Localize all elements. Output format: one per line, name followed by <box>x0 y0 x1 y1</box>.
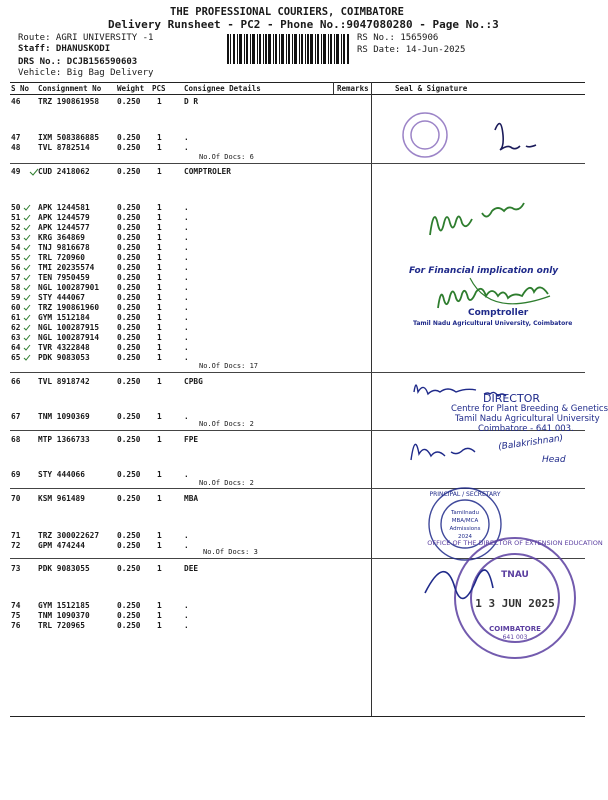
route: Route: AGRI UNIVERSITY -1 <box>18 33 154 43</box>
row-consignment: NGL 100287915 <box>38 323 100 332</box>
row-consignment: APK 1244577 <box>38 223 90 232</box>
row-weight: 0.250 <box>117 494 141 503</box>
row-weight: 0.250 <box>117 133 141 142</box>
row-consignment: TRZ 300022627 <box>38 531 100 540</box>
row-pcs: 1 <box>157 611 162 620</box>
row-sno: 49 <box>11 167 21 176</box>
check-mark-icon <box>24 345 30 350</box>
row-pcs: 1 <box>157 243 162 252</box>
row-sno: 55 <box>11 253 21 262</box>
row-weight: 0.250 <box>117 293 141 302</box>
row-details: . <box>184 203 189 212</box>
row-weight: 0.250 <box>117 243 141 252</box>
dee-city: COIMBATORE <box>489 625 541 633</box>
row-pcs: 1 <box>157 273 162 282</box>
rs-date: RS Date: 14-Jun-2025 <box>357 45 466 55</box>
signature-comptroller-top <box>425 195 575 245</box>
row-consignment: STY 444067 <box>38 293 85 302</box>
dee-date: 1 3 JUN 2025 <box>475 597 555 610</box>
row-pcs: 1 <box>157 435 162 444</box>
check-mark-icon <box>24 245 30 250</box>
row-pcs: 1 <box>157 541 162 550</box>
row-consignment: TVL 8782514 <box>38 143 90 152</box>
row-sno: 76 <box>11 621 21 630</box>
row-weight: 0.250 <box>117 412 141 421</box>
row-details: . <box>184 133 189 142</box>
row-consignment: NGL 100287901 <box>38 283 100 292</box>
col-consignment: Consignment No <box>38 84 102 93</box>
runsheet-title: Delivery Runsheet - PC2 - Phone No.:9047080280 - Page No.:3 <box>108 18 499 31</box>
staff: Staff: DHANUSKODI <box>18 44 111 54</box>
doc-count: No.Of Docs: 2 <box>199 420 254 428</box>
doc-count: No.Of Docs: 17 <box>199 362 259 370</box>
doc-count: No.Of Docs: 6 <box>199 153 254 161</box>
comptroller-stamp: Comptroller <box>468 308 529 318</box>
row-details: . <box>184 313 189 322</box>
row-details: . <box>184 293 189 302</box>
row-weight: 0.250 <box>117 213 141 222</box>
row-weight: 0.250 <box>117 601 141 610</box>
row-sno: 75 <box>11 611 21 620</box>
row-sno: 68 <box>11 435 21 444</box>
row-details: . <box>184 601 189 610</box>
row-weight: 0.250 <box>117 353 141 362</box>
row-consignment: GYM 1512184 <box>38 313 90 322</box>
row-pcs: 1 <box>157 343 162 352</box>
check-mark-icon <box>24 355 30 360</box>
row-weight: 0.250 <box>117 303 141 312</box>
dee-ring-text: OFFICE OF THE DIRECTOR OF EXTENSION EDUCATION <box>427 539 603 547</box>
row-consignment: TEN 7950459 <box>38 273 90 282</box>
row-pcs: 1 <box>157 323 162 332</box>
row-weight: 0.250 <box>117 233 141 242</box>
row-consignment: TNM 1090370 <box>38 611 90 620</box>
row-weight: 0.250 <box>117 97 141 106</box>
row-details: . <box>184 621 189 630</box>
row-details: . <box>184 470 189 479</box>
col-weight: Weight <box>117 84 145 93</box>
row-pcs: 1 <box>157 601 162 610</box>
row-weight: 0.250 <box>117 203 141 212</box>
row-details: . <box>184 273 189 282</box>
row-consignment: TRL 720965 <box>38 621 85 630</box>
row-weight: 0.250 <box>117 313 141 322</box>
check-mark-icon <box>24 225 30 230</box>
row-consignment: MTP 1366733 <box>38 435 90 444</box>
row-pcs: 1 <box>157 143 162 152</box>
row-sno: 70 <box>11 494 21 503</box>
row-sno: 53 <box>11 233 21 242</box>
row-pcs: 1 <box>157 97 162 106</box>
row-details: . <box>184 303 189 312</box>
check-mark-icon <box>30 169 38 175</box>
row-sno: 61 <box>11 313 21 322</box>
check-mark-icon <box>24 285 30 290</box>
check-mark-icon <box>24 325 30 330</box>
row-details: . <box>184 233 189 242</box>
row-weight: 0.250 <box>117 541 141 550</box>
row-weight: 0.250 <box>117 531 141 540</box>
row-sno: 66 <box>11 377 21 386</box>
row-consignment: TVL 8918742 <box>38 377 90 386</box>
row-consignment: PDK 9083053 <box>38 353 90 362</box>
director-title: DIRECTOR <box>483 392 541 405</box>
col-seal: Seal & Signature <box>395 84 468 93</box>
row-consignment: CUD 2418062 <box>38 167 90 176</box>
row-pcs: 1 <box>157 293 162 302</box>
row-consignment: TRZ 190861958 <box>38 97 100 106</box>
row-details: FPE <box>184 435 199 444</box>
dee-pin: 641 003 <box>502 634 528 641</box>
mba-inner-3: Admissions <box>449 526 481 532</box>
row-pcs: 1 <box>157 494 162 503</box>
row-consignment: APK 1244579 <box>38 213 90 222</box>
rs-number: RS No.: 1565906 <box>357 33 439 43</box>
dee-round-stamp <box>425 533 603 663</box>
row-sno: 72 <box>11 541 21 550</box>
row-pcs: 1 <box>157 377 162 386</box>
row-pcs: 1 <box>157 167 162 176</box>
row-details: . <box>184 243 189 252</box>
row-sno: 52 <box>11 223 21 232</box>
row-weight: 0.250 <box>117 333 141 342</box>
drs-value: DCJB156590603 <box>66 57 138 67</box>
row-details: . <box>184 263 189 272</box>
row-details: . <box>184 531 189 540</box>
row-details: . <box>184 223 189 232</box>
row-sno: 50 <box>11 203 21 212</box>
barcode <box>227 34 349 64</box>
row-weight: 0.250 <box>117 621 141 630</box>
row-pcs: 1 <box>157 564 162 573</box>
row-consignment: PDK 9083055 <box>38 564 90 573</box>
row-weight: 0.250 <box>117 273 141 282</box>
row-consignment: KRG 364869 <box>38 233 85 242</box>
purple-round-stamp <box>403 113 447 157</box>
check-mark-icon <box>24 265 30 270</box>
row-pcs: 1 <box>157 621 162 630</box>
row-sno: 48 <box>11 143 21 152</box>
col-consignee: Consignee Details <box>184 84 261 93</box>
row-weight: 0.250 <box>117 611 141 620</box>
check-mark-icon <box>24 275 30 280</box>
dee-tnau: TNAU <box>501 570 529 580</box>
row-details: . <box>184 213 189 222</box>
row-pcs: 1 <box>157 253 162 262</box>
row-details: . <box>184 323 189 332</box>
row-details: . <box>184 343 189 352</box>
doc-count: No.Of Docs: 2 <box>199 479 254 487</box>
row-sno: 58 <box>11 283 21 292</box>
row-details: . <box>184 541 189 550</box>
check-mark-icon <box>24 215 30 220</box>
row-details: COMPTROLER <box>184 167 231 176</box>
row-details: . <box>184 611 189 620</box>
fpe-note: (Balakrishnan) <box>497 433 564 453</box>
row-weight: 0.250 <box>117 470 141 479</box>
row-consignment: TRZ 190861960 <box>38 303 100 312</box>
row-consignment: TNJ 9816678 <box>38 243 90 252</box>
row-weight: 0.250 <box>117 343 141 352</box>
row-sno: 67 <box>11 412 21 421</box>
row-sno: 73 <box>11 564 21 573</box>
vehicle: Vehicle: Big Bag Delivery <box>18 68 154 78</box>
row-pcs: 1 <box>157 470 162 479</box>
row-consignment: TVR 4322848 <box>38 343 90 352</box>
row-weight: 0.250 <box>117 435 141 444</box>
check-mark-icon <box>24 205 30 210</box>
col-sno: S No <box>11 84 30 93</box>
mba-inner-2: MBA/MCA <box>451 518 479 524</box>
row-details: . <box>184 353 189 362</box>
col-remarks: Remarks <box>337 84 369 93</box>
row-pcs: 1 <box>157 283 162 292</box>
row-details: MBA <box>184 494 199 503</box>
row-sno: 56 <box>11 263 21 272</box>
row-consignment: GPM 474244 <box>38 541 85 550</box>
check-mark-icon <box>24 295 30 300</box>
row-weight: 0.250 <box>117 283 141 292</box>
row-sno: 47 <box>11 133 21 142</box>
row-consignment: IXM 508386885 <box>38 133 100 142</box>
row-weight: 0.250 <box>117 564 141 573</box>
row-consignment: STY 444066 <box>38 470 85 479</box>
row-sno: 51 <box>11 213 21 222</box>
row-details: . <box>184 333 189 342</box>
row-sno: 62 <box>11 323 21 332</box>
doc-count: No.Of Docs: 3 <box>203 548 258 556</box>
row-consignment: APK 1244581 <box>38 203 90 212</box>
row-sno: 71 <box>11 531 21 540</box>
mba-inner-1: Tamilnadu <box>450 510 480 516</box>
row-pcs: 1 <box>157 303 162 312</box>
row-pcs: 1 <box>157 213 162 222</box>
row-weight: 0.250 <box>117 263 141 272</box>
row-details: . <box>184 143 189 152</box>
row-pcs: 1 <box>157 233 162 242</box>
row-consignment: TRL 720960 <box>38 253 85 262</box>
seal-dr <box>395 110 565 170</box>
row-weight: 0.250 <box>117 253 141 262</box>
row-weight: 0.250 <box>117 377 141 386</box>
row-pcs: 1 <box>157 333 162 342</box>
row-sno: 60 <box>11 303 21 312</box>
check-mark-icon <box>24 235 30 240</box>
col-pcs: PCS <box>152 84 166 93</box>
drs-label: DRS No.: <box>18 57 62 67</box>
row-pcs: 1 <box>157 203 162 212</box>
row-pcs: 1 <box>157 263 162 272</box>
check-mark-icon <box>24 335 30 340</box>
row-pcs: 1 <box>157 313 162 322</box>
row-details: . <box>184 283 189 292</box>
signature-fpe <box>405 430 485 465</box>
row-pcs: 1 <box>157 223 162 232</box>
row-sno: 65 <box>11 353 21 362</box>
row-weight: 0.250 <box>117 323 141 332</box>
row-consignment: NGL 100287914 <box>38 333 100 342</box>
row-sno: 63 <box>11 333 21 342</box>
row-pcs: 1 <box>157 133 162 142</box>
row-pcs: 1 <box>157 353 162 362</box>
row-details: . <box>184 253 189 262</box>
row-details: CPBG <box>184 377 203 386</box>
row-sno: 74 <box>11 601 21 610</box>
row-consignment: TNM 1090369 <box>38 412 90 421</box>
row-weight: 0.250 <box>117 143 141 152</box>
row-consignment: TMI 20235574 <box>38 263 95 272</box>
director-line1: Centre for Plant Breeding & Genetics <box>451 404 608 414</box>
check-mark-icon <box>24 315 30 320</box>
row-consignment: GYM 1512185 <box>38 601 90 610</box>
row-pcs: 1 <box>157 531 162 540</box>
drs-number <box>18 57 137 67</box>
comptroller-org: Tamil Nadu Agricultural University, Coimbatore <box>413 320 573 327</box>
row-sno: 57 <box>11 273 21 282</box>
row-weight: 0.250 <box>117 167 141 176</box>
row-weight: 0.250 <box>117 223 141 232</box>
fpe-head: Head <box>542 455 566 465</box>
row-details: . <box>184 412 189 421</box>
mba-ring-text: PRINCIPAL / SECRETARY <box>429 491 501 498</box>
row-sno: 54 <box>11 243 21 252</box>
row-sno: 64 <box>11 343 21 352</box>
row-sno: 59 <box>11 293 21 302</box>
row-details: DEE <box>184 564 199 573</box>
row-details: D R <box>184 97 199 106</box>
row-sno: 69 <box>11 470 21 479</box>
row-pcs: 1 <box>157 412 162 421</box>
financial-implication-stamp: For Financial implication only <box>409 266 559 276</box>
director-line3: Coimbatore - 641 003. <box>478 424 574 434</box>
director-line2: Tamil Nadu Agricultural University <box>455 414 600 424</box>
row-sno: 46 <box>11 97 21 106</box>
check-mark-icon <box>24 305 30 310</box>
row-consignment: KSM 961489 <box>38 494 85 503</box>
check-mark-icon <box>24 255 30 260</box>
signature <box>495 124 536 150</box>
mba-inner-4: 2024 <box>458 534 472 540</box>
company-title: THE PROFESSIONAL COURIERS, COIMBATORE <box>170 6 404 18</box>
